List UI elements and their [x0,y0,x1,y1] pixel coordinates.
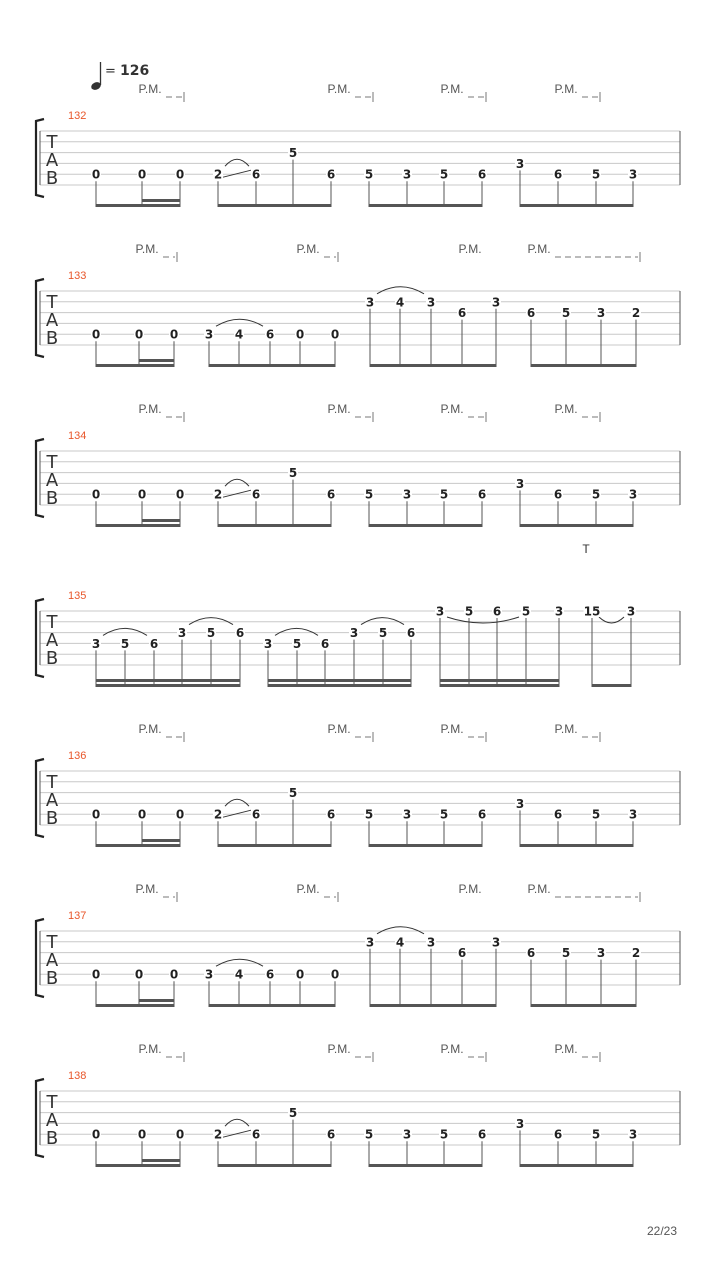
fret-number: 3 [628,1127,638,1142]
fret-number: 5 [288,146,298,161]
quarter-note-icon [90,62,102,91]
tab-clef-letter: B [45,968,59,989]
fret-number: 4 [395,935,405,950]
fret-number: 5 [364,167,374,182]
fret-number: 5 [364,807,374,822]
fret-number: 3 [515,156,525,171]
fret-number: 0 [134,327,144,342]
fret-number: 3 [365,295,375,310]
fret-number: 5 [521,604,531,619]
tempo-equals: = [105,64,116,79]
palm-mute-label: P.M. [458,882,482,896]
tab-system-133 [36,242,680,367]
fret-number: 0 [91,1127,101,1142]
fret-number: 3 [365,935,375,950]
fret-number: 6 [477,1127,487,1142]
palm-mute-label: P.M. [135,882,159,896]
fret-number: 3 [628,487,638,502]
fret-number: 6 [149,636,159,651]
slur [189,618,233,625]
measure-number: 137 [68,910,87,922]
note-beam [139,359,174,362]
fret-number: 5 [561,306,571,321]
note-beam [96,524,180,527]
tab-clef-letter: B [45,648,59,669]
fret-number: 6 [477,167,487,182]
slur [275,628,318,635]
tab-clef-letter: T [46,932,58,953]
fret-number: 3 [204,327,214,342]
fret-number: 0 [175,167,185,182]
note-beam [369,844,482,847]
fret-number: 0 [137,807,147,822]
fret-number: 4 [395,295,405,310]
fret-number: 6 [251,487,261,502]
fret-number: 0 [91,487,101,502]
fret-number: 0 [169,327,179,342]
fret-number: 3 [402,1127,412,1142]
fret-number: 5 [591,807,601,822]
fret-number: 3 [491,295,501,310]
fret-number: 0 [175,1127,185,1142]
fret-number: 3 [628,807,638,822]
note-beam [520,524,633,527]
fret-number: 15 [583,604,601,619]
fret-number: 6 [492,604,502,619]
note-beam [531,1004,636,1007]
fret-number: 5 [364,487,374,502]
fret-number: 2 [631,946,641,961]
fret-number: 6 [326,487,336,502]
fret-number: 4 [234,967,244,982]
tab-system-138 [36,1042,680,1167]
tab-clef-letter: B [45,808,59,829]
note-beam [268,684,411,687]
fret-number: 3 [349,626,359,641]
fret-number: 0 [295,967,305,982]
measure-number: 135 [68,590,87,602]
fret-number: 6 [553,807,563,822]
fret-number: 6 [457,306,467,321]
fret-number: 6 [326,807,336,822]
palm-mute-label: P.M. [554,402,578,416]
fret-number: 0 [91,967,101,982]
fret-number: 3 [626,604,636,619]
note-beam [142,1159,180,1162]
palm-mute-label: P.M. [554,1042,578,1056]
fret-number: 3 [177,626,187,641]
note-beam [268,679,411,682]
fret-number: 6 [251,1127,261,1142]
fret-number: 0 [137,487,147,502]
measure-number: 138 [68,1070,87,1082]
note-beam [139,999,174,1002]
fret-number: 6 [526,946,536,961]
fret-number: 6 [553,487,563,502]
palm-mute-label: P.M. [327,82,351,96]
fret-number: 6 [553,1127,563,1142]
fret-number: 5 [288,786,298,801]
tab-clef-letter: A [45,1110,59,1131]
tab-clef-letter: A [45,470,59,491]
page-number: 22/23 [646,1224,677,1238]
fret-number: 6 [320,636,330,651]
note-beam [369,524,482,527]
fret-number: 6 [457,946,467,961]
fret-number: 5 [591,167,601,182]
tab-clef-letter: T [46,772,58,793]
fret-number: 2 [213,487,223,502]
palm-mute-label: P.M. [554,722,578,736]
fret-number: 6 [265,967,275,982]
fret-number: 3 [515,476,525,491]
fret-number: 6 [251,167,261,182]
tempo-value: 126 [120,63,150,79]
note-beam [520,204,633,207]
tab-clef-letter: T [46,612,58,633]
fret-number: 3 [402,167,412,182]
note-beam [209,364,335,367]
palm-mute-label: P.M. [138,1042,162,1056]
palm-mute-label: P.M. [296,882,320,896]
fret-number: 5 [439,167,449,182]
fret-number: 2 [213,807,223,822]
slur [225,1119,249,1126]
fret-number: 6 [235,626,245,641]
tab-clef-letter: A [45,150,59,171]
measure-number: 134 [68,430,87,442]
note-beam [370,1004,496,1007]
fret-number: 0 [330,967,340,982]
fret-number: 5 [439,487,449,502]
note-beam [440,684,559,687]
fret-number: 3 [515,796,525,811]
note-beam [96,844,180,847]
fret-number: 3 [435,604,445,619]
note-beam [440,679,559,682]
note-beam [96,684,240,687]
fret-number: 6 [526,306,536,321]
fret-number: 5 [378,626,388,641]
fret-number: 0 [137,167,147,182]
fret-number: 2 [631,306,641,321]
fret-number: 3 [596,946,606,961]
note-beam [592,684,631,687]
palm-mute-label: P.M. [327,1042,351,1056]
slur [377,927,424,934]
note-beam [520,1164,633,1167]
tab-system-132 [36,82,680,207]
fret-number: 3 [402,807,412,822]
tab-clef-letter: T [46,292,58,313]
fret-number: 5 [591,1127,601,1142]
note-beam [142,519,180,522]
note-beam [218,844,331,847]
fret-number: 0 [137,1127,147,1142]
slur [103,628,147,635]
fret-number: 3 [596,306,606,321]
note-beam [370,364,496,367]
tab-system-135 [36,542,680,687]
note-beam [218,1164,331,1167]
tab-clef-letter: A [45,630,59,651]
tab-clef-letter: B [45,488,59,509]
fret-number: 0 [91,327,101,342]
tab-clef-letter: A [45,310,59,331]
palm-mute-label: P.M. [135,242,159,256]
fret-number: 3 [426,295,436,310]
fret-number: 3 [402,487,412,502]
fret-number: 0 [91,807,101,822]
note-beam [209,1004,335,1007]
fret-number: 6 [326,167,336,182]
fret-number: 6 [406,626,416,641]
tab-clef-letter: T [46,452,58,473]
fret-number: 3 [628,167,638,182]
slur [216,319,263,326]
fret-number: 3 [491,935,501,950]
tab-clef-letter: A [45,950,59,971]
palm-mute-label: P.M. [138,82,162,96]
fret-number: 5 [206,626,216,641]
fret-number: 3 [263,636,273,651]
palm-mute-label: P.M. [440,402,464,416]
tapping-label: T [582,542,590,556]
palm-mute-label: P.M. [138,722,162,736]
slur [361,618,404,625]
fret-number: 6 [265,327,275,342]
palm-mute-label: P.M. [440,82,464,96]
note-beam [96,364,174,367]
slur [216,959,263,966]
fret-number: 5 [364,1127,374,1142]
fret-number: 4 [234,327,244,342]
fret-number: 0 [169,967,179,982]
fret-number: 0 [175,807,185,822]
fret-number: 5 [292,636,302,651]
fret-number: 2 [213,167,223,182]
note-beam [520,844,633,847]
tab-clef-letter: B [45,1128,59,1149]
palm-mute-label: P.M. [527,882,551,896]
fret-number: 5 [288,1106,298,1121]
fret-number: 2 [213,1127,223,1142]
note-beam [96,1004,174,1007]
fret-number: 6 [553,167,563,182]
fret-number: 0 [295,327,305,342]
note-beam [218,204,331,207]
note-beam [142,839,180,842]
note-beam [96,1164,180,1167]
fret-number: 0 [91,167,101,182]
fret-number: 5 [439,807,449,822]
fret-number: 3 [515,1116,525,1131]
fret-number: 3 [426,935,436,950]
fret-number: 5 [439,1127,449,1142]
palm-mute-label: P.M. [440,722,464,736]
fret-number: 3 [204,967,214,982]
measure-number: 132 [68,110,87,122]
palm-mute-label: P.M. [458,242,482,256]
note-beam [369,204,482,207]
note-beam [369,1164,482,1167]
fret-number: 5 [120,636,130,651]
measure-number: 136 [68,750,87,762]
tab-clef-letter: T [46,132,58,153]
palm-mute-label: P.M. [138,402,162,416]
slur [225,159,249,166]
fret-number: 6 [477,807,487,822]
palm-mute-label: P.M. [327,722,351,736]
tab-clef-letter: B [45,168,59,189]
tab-clef-letter: B [45,328,59,349]
palm-mute-label: P.M. [327,402,351,416]
fret-number: 0 [175,487,185,502]
palm-mute-label: P.M. [440,1042,464,1056]
fret-number: 6 [251,807,261,822]
note-beam [96,679,240,682]
palm-mute-label: P.M. [554,82,578,96]
fret-number: 0 [330,327,340,342]
palm-mute-label: P.M. [527,242,551,256]
note-beam [218,524,331,527]
note-beam [96,204,180,207]
fret-number: 6 [326,1127,336,1142]
tab-systems [36,82,680,1167]
tab-clef-letter: A [45,790,59,811]
measure-number: 133 [68,270,87,282]
fret-number: 0 [134,967,144,982]
slur [225,479,249,486]
fret-number: 5 [464,604,474,619]
note-beam [142,199,180,202]
fret-number: 5 [288,466,298,481]
note-beam [531,364,636,367]
fret-number: 6 [477,487,487,502]
slur [225,799,249,806]
slur [377,287,424,294]
tab-system-134 [36,402,680,527]
fret-number: 3 [554,604,564,619]
tab-clef-letter: T [46,1092,58,1113]
fret-number: 3 [91,636,101,651]
tab-system-136 [36,722,680,847]
fret-number: 5 [591,487,601,502]
fret-number: 5 [561,946,571,961]
palm-mute-label: P.M. [296,242,320,256]
tab-system-137 [36,882,680,1007]
